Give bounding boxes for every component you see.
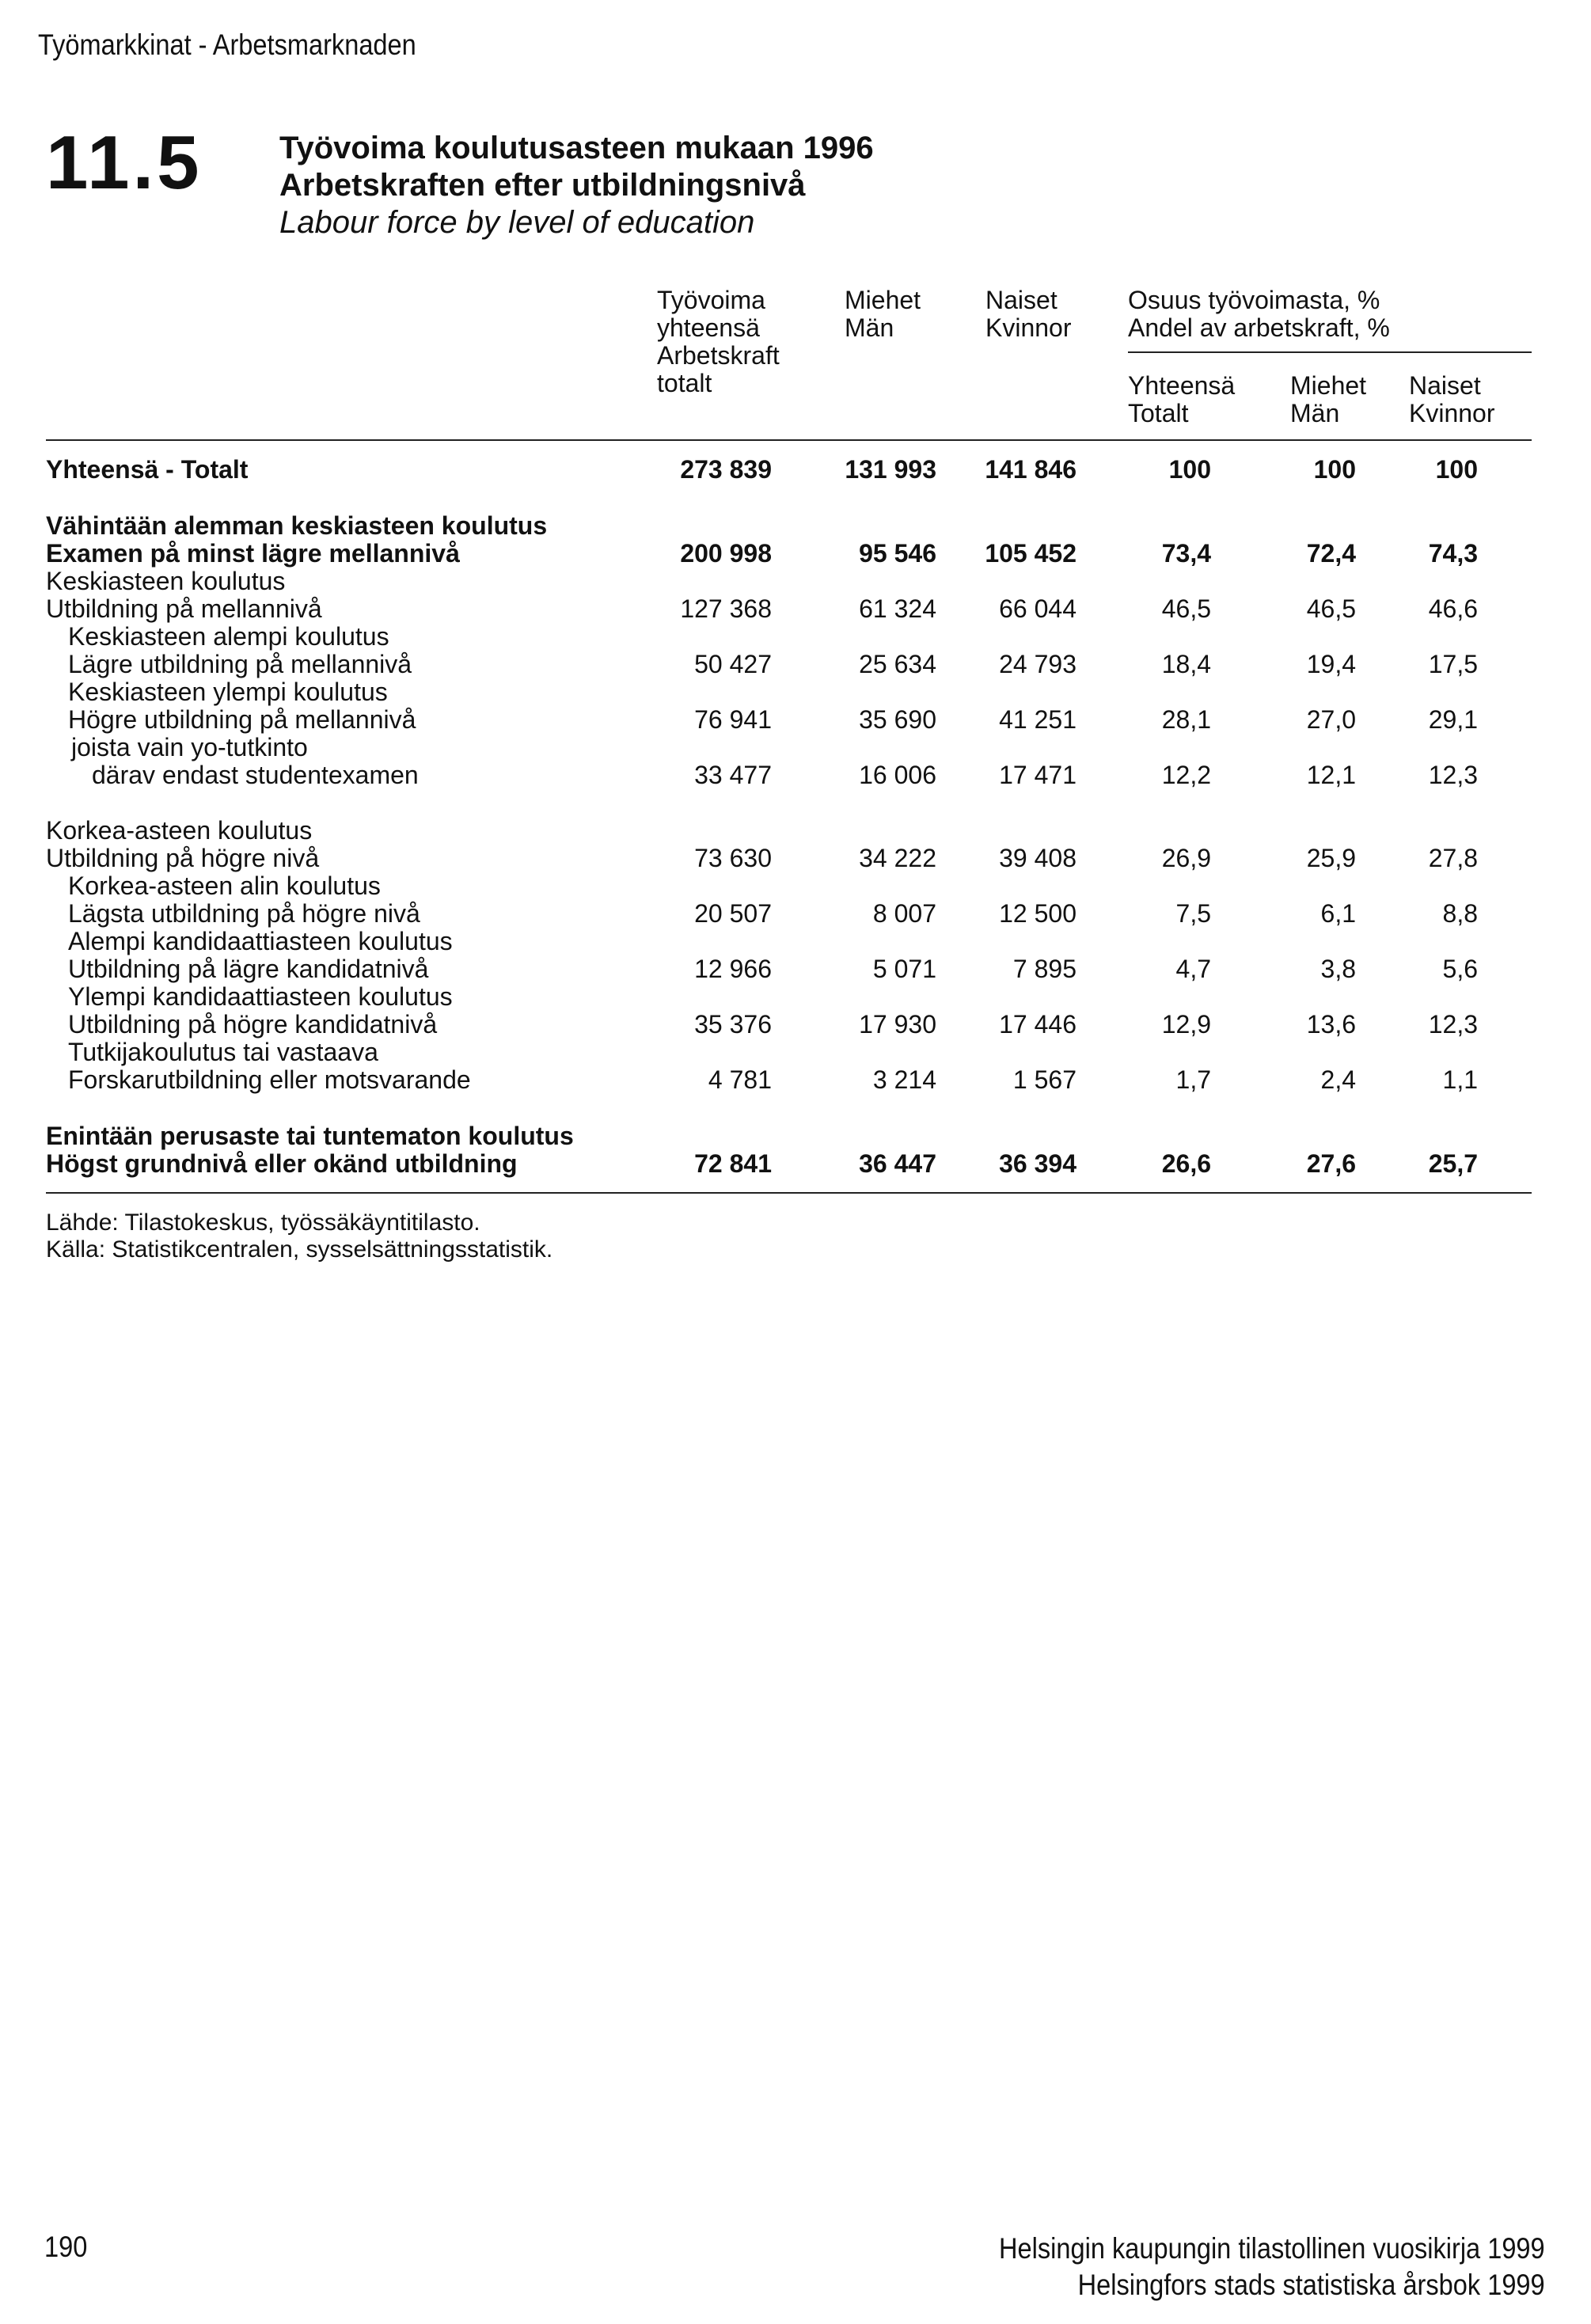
title-english: Labour force by level of education [279,205,755,240]
cell-share-women: 29,1 [1428,705,1478,734]
row-label-fi: Ylempi kandidaattiasteen koulutus [68,982,453,1011]
cell-men: 95 546 [859,539,936,568]
cell-men: 61 324 [859,594,936,623]
colhead-women-line: Kvinnor [985,313,1072,342]
cell-share-women: 8,8 [1442,899,1478,928]
cell-share-men: 19,4 [1306,650,1356,678]
cell-total: 76 941 [694,705,772,734]
row-label-fi: joista vain yo-tutkinto [71,733,308,761]
yearbook-sv: Helsingfors stads statistiska årsbok 1999 [1078,2269,1545,2301]
cell-men: 34 222 [859,844,936,872]
colhead-share-women [1409,372,1495,427]
row-label: Yhteensä - Totalt [46,455,249,484]
row-label-fi: Alempi kandidaattiasteen koulutus [68,927,453,955]
cell-share-men: 25,9 [1306,844,1356,872]
cell-men: 36 447 [859,1149,936,1178]
cell-women: 36 394 [999,1149,1076,1178]
cell-share-women: 12,3 [1428,1010,1478,1039]
cell-share-women: 12,3 [1428,761,1478,789]
cell-share-women: 100 [1435,455,1478,484]
cell-women: 12 500 [999,899,1076,928]
cell-men: 35 690 [859,705,936,734]
cell-share-men: 6,1 [1320,899,1356,928]
colhead-women [985,287,1072,342]
cell-women: 66 044 [999,594,1076,623]
title-finnish: Työvoima koulutusasteen mukaan 1996 [279,131,874,165]
cell-share-total: 26,6 [1161,1149,1211,1178]
colhead-total-line: Arbetskraft [657,341,780,370]
header-bottom-rule [46,439,1532,441]
colhead-share-total [1128,372,1235,427]
row-label-fi: Korkea-asteen koulutus [46,816,313,845]
cell-share-women: 27,8 [1428,844,1478,872]
cell-share-men: 72,4 [1306,539,1356,568]
colhead-share-men [1290,372,1366,427]
cell-share-total: 46,5 [1161,594,1211,623]
cell-share-total: 28,1 [1161,705,1211,734]
cell-share-women: 1,1 [1442,1065,1478,1094]
cell-men: 5 071 [872,955,936,983]
row-label-sv: Utbildning på högre nivå [46,844,320,872]
cell-total: 73 630 [694,844,772,872]
row-label-sv: Högst grundnivå eller okänd utbildning [46,1149,518,1178]
cell-women: 24 793 [999,650,1076,678]
colhead-men [845,287,921,342]
cell-share-men: 2,4 [1320,1065,1356,1094]
row-label-fi: Vähintään alemman keskiasteen koulutus [46,511,548,540]
row-label-sv: därav endast studentexamen [92,761,419,789]
source-note [46,1209,552,1263]
row-label-fi: Tutkijakoulutus tai vastaava [68,1038,378,1066]
table-title-block [279,130,874,241]
row-label-sv: Utbildning på mellannivå [46,594,322,623]
cell-total: 4 781 [708,1065,772,1094]
cell-total: 273 839 [680,455,772,484]
cell-total: 12 966 [694,955,772,983]
row-label-fi: Keskiasteen alempi koulutus [68,622,389,651]
cell-men: 8 007 [872,899,936,928]
colhead-share-men-line: Män [1290,399,1340,427]
colhead-share [1128,287,1390,342]
colhead-men-line: Män [845,313,894,342]
cell-share-total: 73,4 [1161,539,1211,568]
source-fi: Lähde: Tilastokeskus, työssäkäyntitilasto. [46,1209,480,1236]
row-label-fi: Keskiasteen ylempi koulutus [68,678,388,706]
cell-total: 72 841 [694,1149,772,1178]
colhead-share-line: Osuus työvoimasta, % [1128,286,1380,314]
cell-total: 20 507 [694,899,772,928]
colhead-share-women-line: Naiset [1409,371,1481,400]
cell-share-women: 46,6 [1428,594,1478,623]
yearbook-fi: Helsingin kaupungin tilastollinen vuosikirja 1999 [999,2232,1545,2265]
row-label-sv: Lägre utbildning på mellannivå [68,650,412,678]
cell-men: 3 214 [872,1065,936,1094]
cell-share-women: 74,3 [1428,539,1478,568]
cell-share-men: 12,1 [1306,761,1356,789]
row-label-fi: Keskiasteen koulutus [46,567,286,595]
colhead-share-women-line: Kvinnor [1409,399,1495,427]
cell-women: 41 251 [999,705,1076,734]
colhead-total-line: yhteensä [657,313,760,342]
cell-women: 17 446 [999,1010,1076,1039]
cell-share-men: 13,6 [1306,1010,1356,1039]
row-label-sv: Lägsta utbildning på högre nivå [68,899,420,928]
cell-total: 200 998 [680,539,772,568]
cell-women: 141 846 [985,455,1076,484]
cell-share-men: 46,5 [1306,594,1356,623]
row-label-fi: Korkea-asteen alin koulutus [68,872,381,900]
table-number: 11.5 [46,120,203,205]
page-number: 190 [44,2231,88,2263]
row-label-sv: Utbildning på lägre kandidatnivå [68,955,429,983]
cell-men: 131 993 [845,455,936,484]
title-swedish: Arbetskraften efter utbildningsnivå [279,168,806,203]
yearbook-footer [999,2231,1545,2303]
row-label-sv: Examen på minst lägre mellannivå [46,539,460,568]
cell-men: 25 634 [859,650,936,678]
colhead-women-line: Naiset [985,286,1058,314]
cell-share-total: 12,9 [1161,1010,1211,1039]
colhead-total-line: totalt [657,369,712,397]
cell-total: 33 477 [694,761,772,789]
share-group-rule [1128,351,1532,353]
cell-total: 35 376 [694,1010,772,1039]
cell-share-women: 17,5 [1428,650,1478,678]
cell-share-men: 27,0 [1306,705,1356,734]
colhead-total [657,287,780,397]
cell-share-men: 27,6 [1306,1149,1356,1178]
colhead-share-line: Andel av arbetskraft, % [1128,313,1390,342]
cell-share-men: 100 [1313,455,1356,484]
row-label-sv: Högre utbildning på mellannivå [68,705,416,734]
cell-total: 50 427 [694,650,772,678]
cell-share-total: 100 [1168,455,1211,484]
colhead-share-total-line: Yhteensä [1128,371,1236,400]
cell-women: 7 895 [1012,955,1076,983]
cell-men: 16 006 [859,761,936,789]
cell-share-men: 3,8 [1320,955,1356,983]
cell-share-total: 18,4 [1161,650,1211,678]
colhead-share-men-line: Miehet [1290,371,1367,400]
row-label-fi: Enintään perusaste tai tuntematon koulutus [46,1122,574,1150]
cell-total: 127 368 [680,594,772,623]
colhead-share-total-line: Totalt [1128,399,1189,427]
cell-share-total: 7,5 [1175,899,1211,928]
source-sv: Källa: Statistikcentralen, sysselsättningsstatistik. [46,1236,553,1263]
row-label-sv: Utbildning på högre kandidatnivå [68,1010,438,1039]
cell-women: 39 408 [999,844,1076,872]
cell-share-women: 25,7 [1428,1149,1478,1178]
cell-share-total: 1,7 [1175,1065,1211,1094]
cell-share-total: 12,2 [1161,761,1211,789]
cell-share-total: 26,9 [1161,844,1211,872]
cell-share-women: 5,6 [1442,955,1478,983]
colhead-total-line: Työvoima [657,286,765,314]
cell-men: 17 930 [859,1010,936,1039]
cell-women: 1 567 [1012,1065,1076,1094]
cell-women: 105 452 [985,539,1076,568]
cell-share-total: 4,7 [1175,955,1211,983]
cell-women: 17 471 [999,761,1076,789]
row-label-sv: Forskarutbildning eller motsvarande [68,1065,471,1094]
colhead-men-line: Miehet [845,286,921,314]
table-bottom-rule [46,1192,1532,1194]
running-header: Työmarkkinat - Arbetsmarknaden [38,28,416,61]
